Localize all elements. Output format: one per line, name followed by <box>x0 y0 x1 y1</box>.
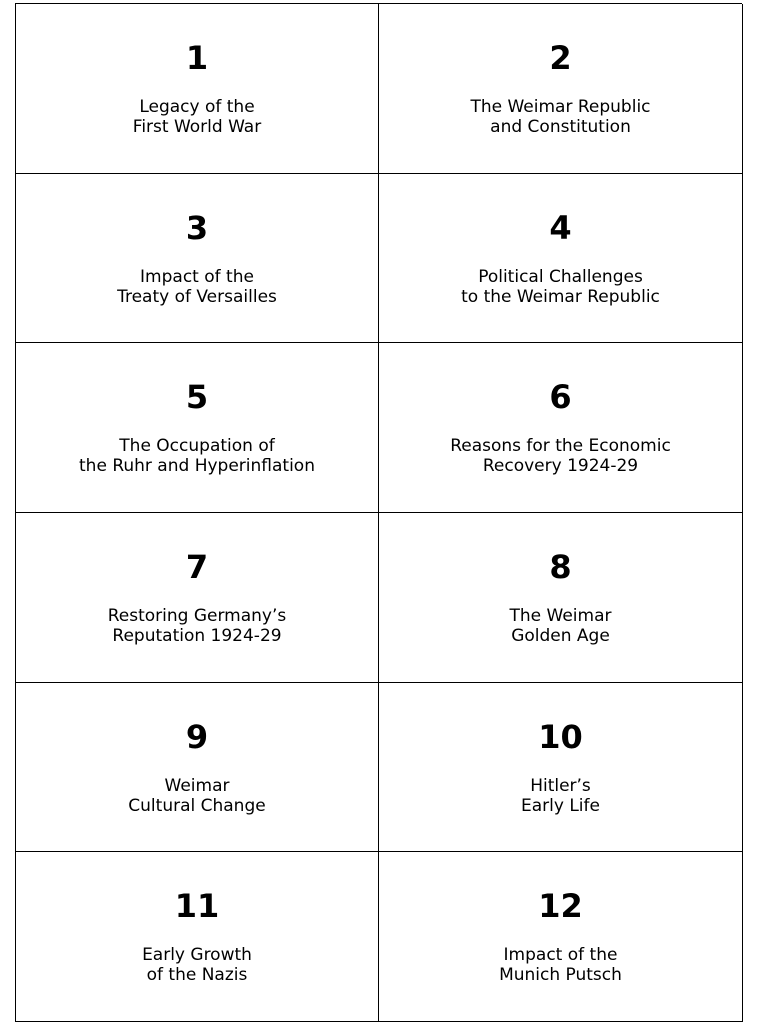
card-title: Impact of the Treaty of Versailles <box>117 266 277 307</box>
card-title: Reasons for the Economic Recovery 1924-29 <box>450 436 671 477</box>
card-title: Restoring Germany’s Reputation 1924-29 <box>107 606 287 646</box>
card-number: 6 <box>549 378 572 417</box>
card-number: 7 <box>185 548 209 586</box>
card-number: 10 <box>538 717 583 756</box>
card-title: The Weimar Republic and Constitution <box>470 97 651 137</box>
card-number: 12 <box>538 887 583 926</box>
card-title: Political Challenges to the Weimar Republic <box>461 266 660 307</box>
card-number: 2 <box>549 39 572 77</box>
card-number: 8 <box>549 548 572 586</box>
card-title: Impact of the Munich Putsch <box>499 945 622 986</box>
topic-card-6 <box>379 343 743 513</box>
topic-card-9 <box>16 683 379 853</box>
topic-card-8 <box>379 513 743 683</box>
topic-card-7 <box>16 513 379 683</box>
topic-card-11 <box>16 852 379 1022</box>
card-title: The Occupation of the Ruhr and Hyperinflation <box>79 436 315 477</box>
topic-card-2 <box>379 4 743 174</box>
card-title: The Weimar Golden Age <box>509 606 612 646</box>
topic-card-4 <box>379 174 743 344</box>
card-number: 1 <box>185 39 209 77</box>
card-title: Weimar Cultural Change <box>128 775 266 816</box>
card-title: Hitler’s Early Life <box>521 775 600 816</box>
card-number: 11 <box>174 887 220 926</box>
card-number: 9 <box>185 717 209 756</box>
topic-card-grid <box>15 3 742 1022</box>
card-title: Early Growth of the Nazis <box>142 945 252 986</box>
card-number: 3 <box>185 208 209 247</box>
card-title: Legacy of the First World War <box>132 97 262 137</box>
card-number: 4 <box>549 208 572 247</box>
card-number: 5 <box>185 378 209 417</box>
topic-card-12 <box>379 852 743 1022</box>
topic-card-3 <box>16 174 379 344</box>
topic-card-5 <box>16 343 379 513</box>
topic-card-1 <box>16 4 379 174</box>
topic-card-10 <box>379 683 743 853</box>
